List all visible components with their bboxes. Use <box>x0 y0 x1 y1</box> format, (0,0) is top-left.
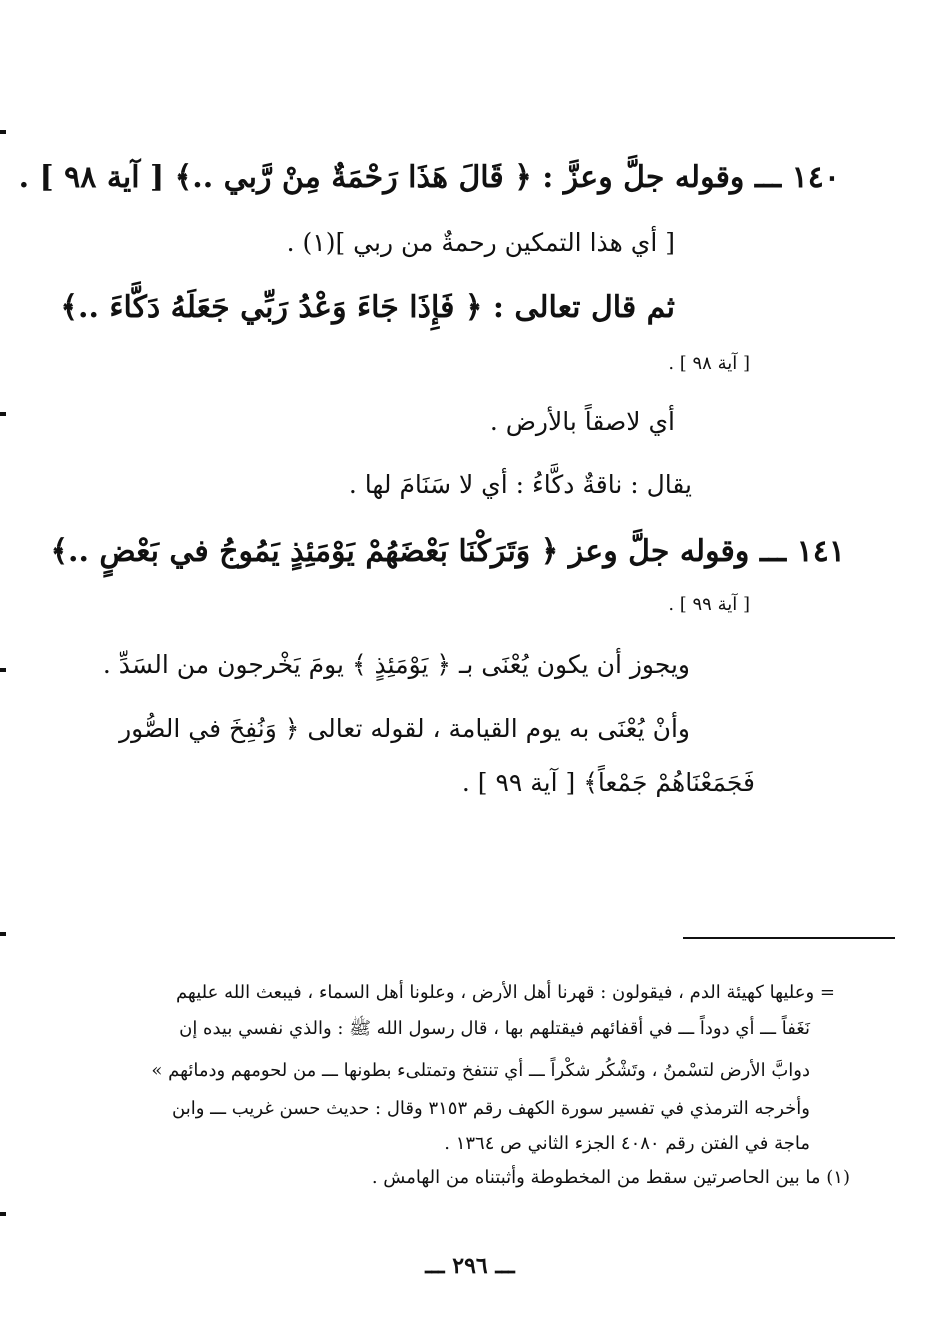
entry-141-explanation-2: وأنْ يُعْنَى به يوم القيامة ، لقوله تعالى ﴿ وَنُفِخَ في الصُّور <box>119 714 690 743</box>
entry-141-verse-end: فَجَمَعْنَاهُمْ جَمْعاً﴾ [ آية ٩٩ ] . <box>461 768 755 797</box>
page-number: ـــ ٢٩٦ ـــ <box>425 1253 515 1279</box>
footnote-line: دوابَّ الأرض لتسْمنُ ، وتَشْكُر شكْراً ـــ أي تنتفخ وتمتلىء بطونها ـــ من لحومهم ودمائهم » <box>151 1060 810 1081</box>
entry-140-explanation: أي لاصقاً بالأرض . <box>489 407 675 436</box>
entry-140-saying: يقال : ناقةٌ دكَّاءُ : أي لا سَنَامَ لها . <box>348 470 692 499</box>
entry-140-gloss: [ أي هذا التمكين رحمةٌ من ربي ](١) . <box>286 228 675 257</box>
footnote-line: وأخرجه الترمذي في تفسير سورة الكهف رقم ٣١٥٣ وقال : حديث حسن غريب ـــ وابن <box>172 1098 810 1119</box>
footnote-separator <box>683 937 895 939</box>
footnote-line: ماجة في الفتن رقم ٤٠٨٠ الجزء الثاني ص ١٣٦٤ . <box>444 1133 810 1154</box>
entry-141-heading: ١٤١ ـــ وقوله جلَّ وعز ﴿ وَتَرَكْنَا بَعْضَهُمْ يَوْمَئِذٍ يَمُوجُ في بَعْضٍ ..﴾ <box>50 534 845 569</box>
footnote-line: = وعليها كهيئة الدم ، فيقولون : قهرنا أهل الأرض ، وعلونا أهل السماء ، فيبعث الله عليهم <box>175 982 835 1003</box>
entry-141-explanation: ويجوز أن يكون يُعْنَى بـ ﴿ يَوْمَئِذٍ ﴾ يومَ يَخْرجون من السَدِّ . <box>102 650 690 679</box>
entry-141-verse-ref: [ آية ٩٩ ] . <box>668 594 750 615</box>
entry-140-heading: ١٤٠ ـــ وقوله جلَّ وعزَّ : ﴿ قَالَ هَذَا رَحْمَةٌ مِنْ رَّبي ..﴾ [ آية ٩٨ ] . <box>18 160 840 195</box>
entry-140-verse-ref: [ آية ٩٨ ] . <box>668 353 750 374</box>
footnote-line: نَغَفاً ـــ أي دوداً ـــ في أقفائهم فيقتلهم بها ، قال رسول الله ﷺ : والذي نفسي بيده إن <box>179 1018 810 1039</box>
scan-edge-mark <box>0 130 6 134</box>
entry-140-verse-line: ثم قال تعالى : ﴿ فَإِذَا جَاءَ وَعْدُ رَبِّي جَعَلَهُ دَكَّاءَ ..﴾ <box>60 290 675 325</box>
scan-edge-mark <box>0 932 6 936</box>
scan-edge-mark <box>0 1212 6 1216</box>
footnote-1: (١) ما بين الحاصرتين سقط من المخطوطة وأثبتناه من الهامش . <box>371 1167 850 1188</box>
scan-edge-mark <box>0 668 6 672</box>
scan-edge-mark <box>0 412 6 416</box>
